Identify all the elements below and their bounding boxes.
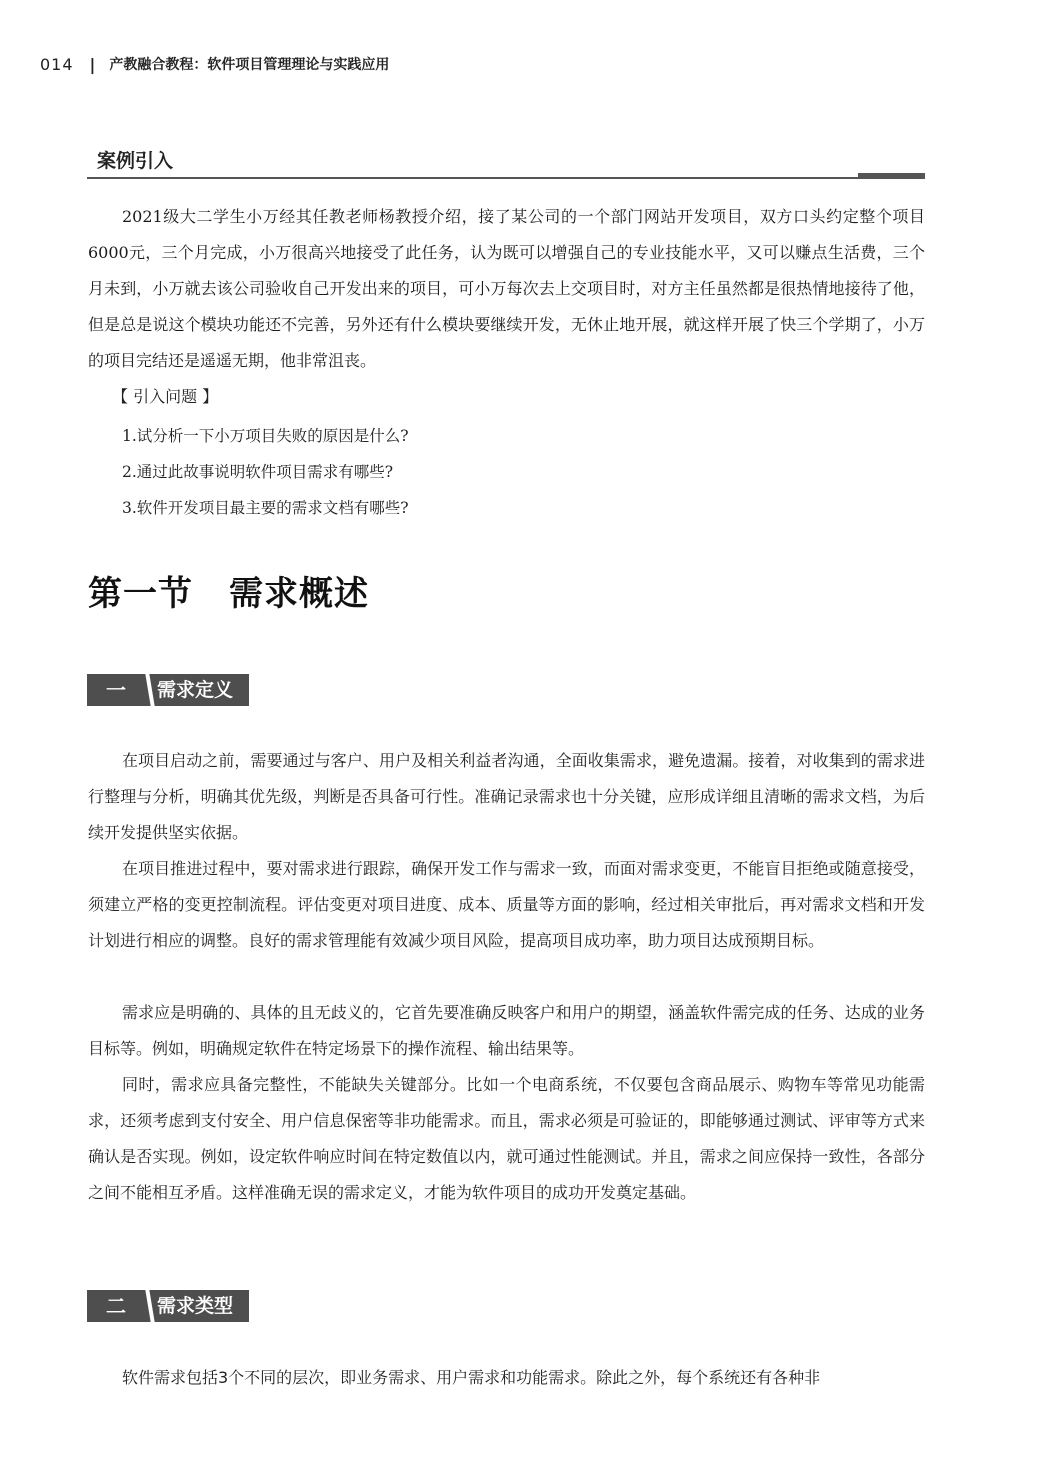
subsection-title: 需求定义 <box>157 679 234 701</box>
subsection-title: 需求类型 <box>157 1295 234 1317</box>
section-title <box>88 566 369 615</box>
subsection-heading-bar <box>87 674 249 706</box>
slash-divider-icon <box>143 672 157 708</box>
case-heading-rule <box>87 177 925 179</box>
subsection-heading-bar <box>87 1290 249 1322</box>
body-paragraph: 同时，需求应具备完整性，不能缺失关键部分。比如一个电商系统，不仅要包含商品展示、购物车等常见功能需求，还须考虑到支付安全、用户信息保密等非功能需求。而且，需求必须是可验证的，即能够通过测试、评审等方式来确认是否实现。例如，设定软件响应时间在特定数值以内，就可通过性能测试。并且，需求之间应保持一致性，各部分之间不能相互矛盾。这样准确无误的需求定义，才能为软件项目的成功开发奠定基础。 <box>88 1075 925 1202</box>
body-paragraph: 在项目启动之前，需要通过与客户、用户及相关利益者沟通，全面收集需求，避免遗漏。接着，对收集到的需求进行整理与分析，明确其优先级，判断是否具备可行性。准确记录需求也十分关键，应形成详细且清晰的需求文档，为后续开发提供坚实依据。 <box>88 751 925 842</box>
page-number: 014 <box>40 54 74 74</box>
section-number: 第一节 <box>88 574 193 614</box>
section-name: 需求概述 <box>229 574 369 614</box>
question-item: 2.通过此故事说明软件项目需求有哪些? <box>122 463 394 481</box>
slash-divider-icon <box>143 1288 157 1324</box>
running-header <box>40 52 389 76</box>
body-paragraph: 软件需求包括3个不同的层次，即业务需求、用户需求和功能需求。除此之外，每个系统还有各种非 <box>122 1368 821 1387</box>
case-heading: 案例引入 <box>97 150 174 172</box>
header-separator: | <box>89 54 96 74</box>
case-paragraph: 2021级大二学生小万经其任教老师杨教授介绍，接了某公司的一个部门网站开发项目，双方口头约定整个项目6000元，三个月完成，小万很高兴地接受了此任务，认为既可以增强自己的专业技能水平，又可以赚点生活费，三个月未到，小万就去该公司验收自己开发出来的项目，可小万每次去上交项目时，对方主任虽然都是很热情地接待了他，但是总是说这个模块功能还不完善，另外还有什么模块要继续开发，无休止地开展，就这样开展了快三个学期了，小万的项目完结还是遥遥无期，他非常沮丧。 <box>88 207 925 370</box>
subsection-number: 一 <box>106 678 126 702</box>
case-heading-rule-accent <box>858 173 925 179</box>
book-title: 产教融合教程：软件项目管理理论与实践应用 <box>109 57 390 73</box>
questions-label: 【 引入问题 】 <box>112 387 219 406</box>
body-paragraph: 在项目推进过程中，要对需求进行跟踪，确保开发工作与需求一致，而面对需求变更，不能盲目拒绝或随意接受，须建立严格的变更控制流程。评估变更对项目进度、成本、质量等方面的影响，经过相关审批后，再对需求文档和开发计划进行相应的调整。良好的需求管理能有效减少项目风险，提高项目成功率，助力项目达成预期目标。 <box>88 859 925 950</box>
question-item: 3.软件开发项目最主要的需求文档有哪些? <box>122 499 409 517</box>
question-item: 1.试分析一下小万项目失败的原因是什么? <box>122 427 409 445</box>
body-paragraph: 需求应是明确的、具体的且无歧义的，它首先要准确反映客户和用户的期望，涵盖软件需完成的任务、达成的业务目标等。例如，明确规定软件在特定场景下的操作流程、输出结果等。 <box>88 1003 925 1058</box>
subsection-number: 二 <box>106 1294 126 1318</box>
